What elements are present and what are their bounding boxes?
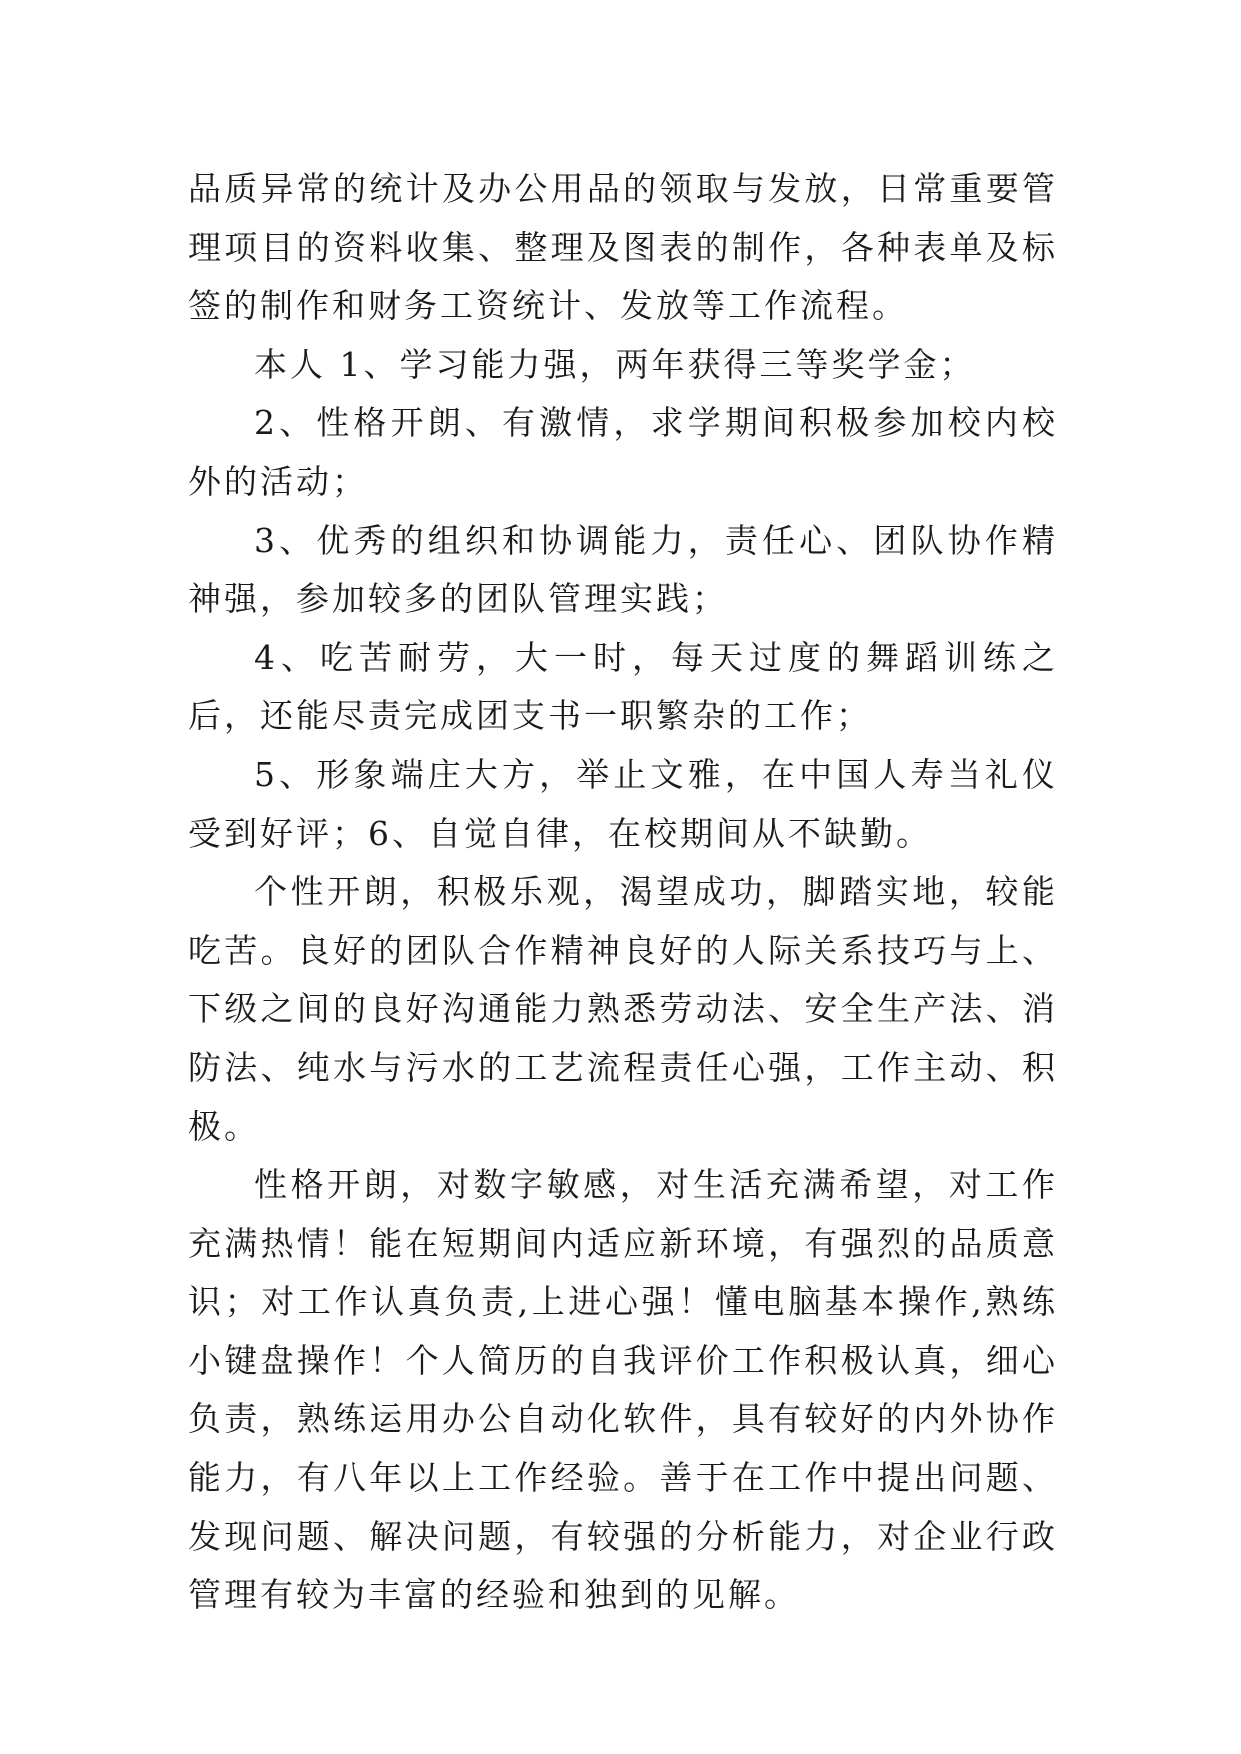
paragraph-self-evaluation: 性格开朗，对数字敏感，对生活充满希望，对工作充满热情！能在短期间内适应新环境，有强烈的品质意识；对工作认真负责,上进心强！懂电脑基本操作,熟练小键盘操作！个人简历的自我评价工作积极认真，细心负责，熟练运用办公自动化软件，具有较好的内外协作能力，有八年以上工作经验。善于在工作中提出问题、发现问题、解决问题，有较强的分析能力，对企业行政管理有较为丰富的经验和独到的见解。	[188, 1165, 1058, 1615]
paragraph-strength-1: 本人 1、学习能力强，两年获得三等奖学金；	[254, 344, 976, 384]
paragraph-strength-3: 3、优秀的组织和协调能力，责任心、团队协作精神强，参加较多的团队管理实践；	[188, 520, 1058, 619]
paragraph-continuation: 品质异常的统计及办公用品的领取与发放，日常重要管理项目的资料收集、整理及图表的制作，各种表单及标签的制作和财务工资统计、发放等工作流程。	[188, 169, 1058, 326]
paragraph-strength-4: 4、吃苦耐劳，大一时，每天过度的舞蹈训练之后，还能尽责完成团支书一职繁杂的工作；	[188, 637, 1058, 736]
document-body	[188, 160, 1058, 1625]
paragraph-personality: 个性开朗，积极乐观，渴望成功，脚踏实地，较能吃苦。良好的团队合作精神良好的人际关系技巧与上、下级之间的良好沟通能力熟悉劳动法、安全生产法、消防法、纯水与污水的工艺流程责任心强，工作主动、积极。	[188, 872, 1058, 1146]
paragraph-strength-5-6: 5、形象端庄大方，举止文雅，在中国人寿当礼仪受到好评；6、自觉自律，在校期间从不缺勤。	[188, 754, 1058, 853]
paragraph-strength-2: 2、性格开朗、有激情，求学期间积极参加校内校外的活动；	[188, 403, 1058, 501]
